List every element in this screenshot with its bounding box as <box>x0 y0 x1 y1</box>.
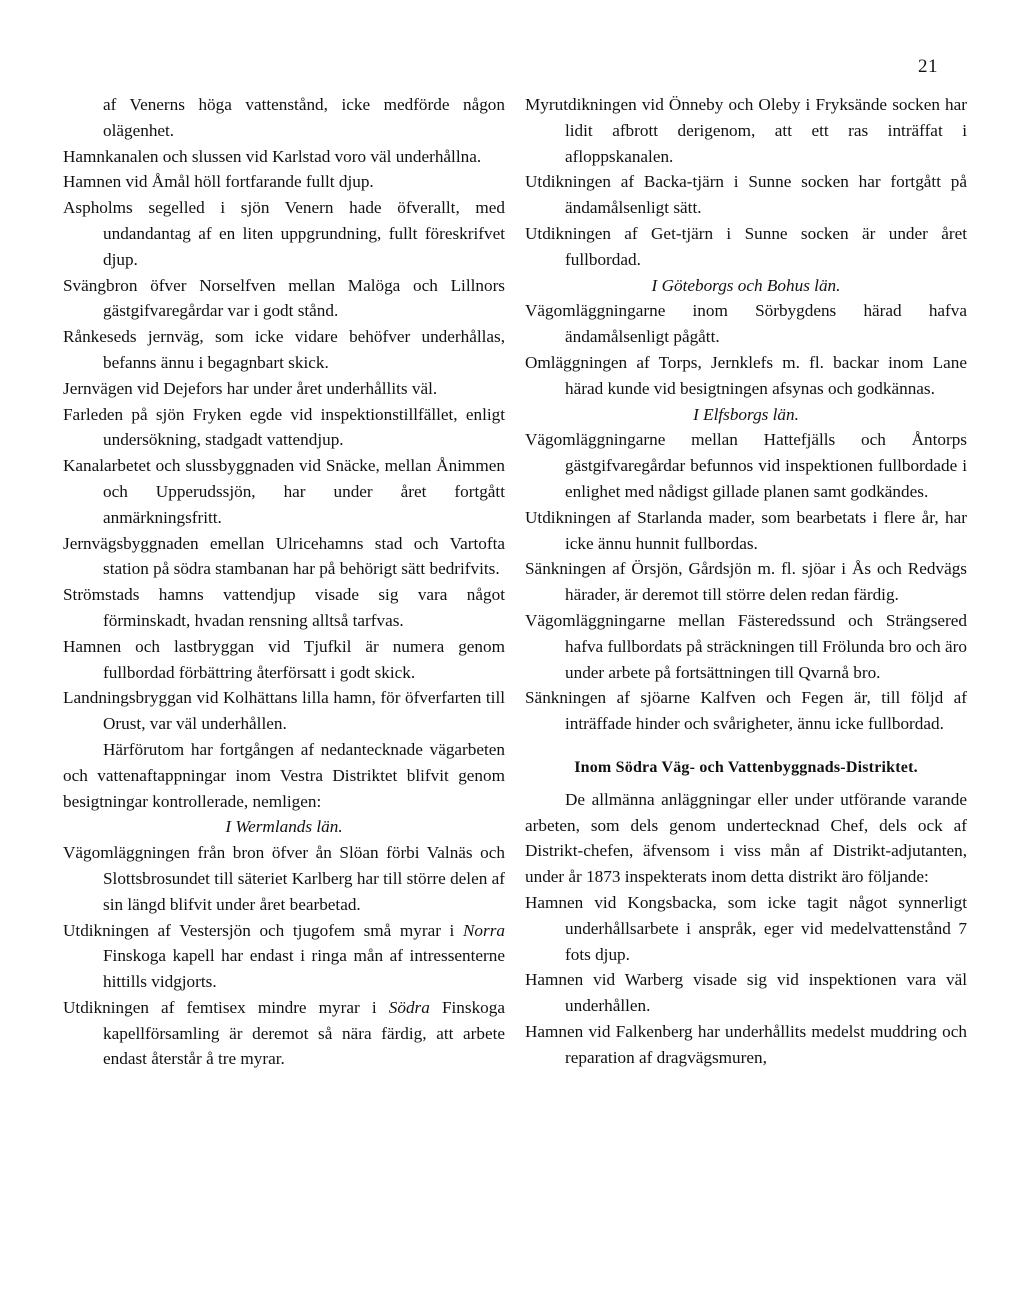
paragraph: Jernvägen vid Dejefors har under året underhållits väl. <box>63 378 438 398</box>
text-run: Utdikningen af femtisex mindre myrar i <box>63 997 389 1017</box>
paragraph: Farleden på sjön Fryken egde vid inspektionstillfället, enligt undersökning, stadgadt vattendjup. <box>63 404 505 450</box>
paragraph: Sänkningen af Örsjön, Gårdsjön m. fl. sjöar i Ås och Redvägs härader, är deremot till större delen redan färdig. <box>525 559 967 605</box>
paragraph: Hamnen vid Kongsbacka, som icke tagit något synnerligt underhållsarbete i anspråk, eger vid medelvattenstånd 7 fots djup. <box>525 892 967 964</box>
paragraph <box>63 918 505 995</box>
paragraph: Sänkningen af sjöarne Kalfven och Fegen är, till följd af inträffade hinder och svårigheter, ännu icke fullbordad. <box>525 688 967 734</box>
paragraph: Landningsbryggan vid Kolhättans lilla hamn, för öfverfarten till Orust, var väl underhållen. <box>63 688 505 734</box>
paragraph: Svängbron öfver Norselfven mellan Malöga och Lillnors gästgifvaregårdar var i godt stånd. <box>63 275 505 321</box>
paragraph: Vägomläggningarne mellan Hattefjälls och Åntorps gästgifvaregårdar befunnos vid inspektionen fullbordade i enlighet med nådigst gillade planen samt godkändes. <box>525 430 967 501</box>
right-column <box>525 92 967 1070</box>
paragraph <box>63 995 505 1072</box>
paragraph: Hamnen vid Falkenberg har underhållits medelst muddring och reparation af dragvägsmuren, <box>525 1021 967 1067</box>
text-run: Finskoga kapellförsamling är deremot så nära färdig, att arbete endast återstår å tre myrar. <box>103 997 506 1069</box>
paragraph: Kanalarbetet och slussbyggnaden vid Snäcke, mellan Ånimmen och Upperudssjön, har under året fortgått anmärkningsfritt. <box>63 456 505 527</box>
paragraph: Rånkeseds jernväg, som icke vidare behöfver underhållas, befanns ännu i begagnbart skick. <box>63 327 505 372</box>
page-number: 21 <box>918 56 938 77</box>
paragraph: Vägomläggningarne inom Sörbygdens härad hafva ändamålsenligt pågått. <box>525 301 967 347</box>
paragraph: Hamnen vid Åmål höll fortfarande fullt djup. <box>63 172 374 192</box>
paragraph: Utdikningen af Get-tjärn i Sunne socken är under året fullbordad. <box>525 223 967 269</box>
paragraph: De allmänna anläggningar eller under utförande varande arbeten, som dels genom undertecknad Chef, dels ock af Distrikt-chefen, äfvensom i viss mån af Distrikt-adjutanten, under år 1873 inspekterats inom detta distrikt äro följande: <box>525 789 967 887</box>
paragraph: Utdikningen af Backa-tjärn i Sunne socken har fortgått på ändamålsenligt sätt. <box>525 172 967 218</box>
italic-text: Södra <box>388 997 430 1017</box>
section-heading: I Wermlands län. <box>225 817 343 837</box>
section-heading: I Göteborgs och Bohus län. <box>651 275 841 295</box>
paragraph: Hamnen och lastbryggan vid Tjufkil är numera genom fullbordad förbättring återförsatt i godt skick. <box>63 636 505 682</box>
paragraph: Jernvägsbyggnaden emellan Ulricehamns stad och Vartofta station på södra stambanan har på behörigt sätt bedrifvits. <box>63 533 505 579</box>
section-heading: I Elfsborgs län. <box>693 404 799 424</box>
paragraph: Omläggningen af Torps, Jernklefs m. fl. backar inom Lane härad kunde vid besigtningen afsynas och godkännas. <box>525 352 967 398</box>
district-heading: Inom Södra Väg- och Vattenbyggnads-Distriktet. <box>574 758 918 776</box>
paragraph: Vägomläggningen från bron öfver ån Slöan förbi Valnäs och Slottsbrosundet till säteriet Karlberg har till större delen af sin längd blifvit under året bearbetad. <box>63 843 505 914</box>
paragraph: af Venerns höga vattenstånd, icke medförde någon olägenhet. <box>103 95 505 140</box>
paragraph: Myrutdikningen vid Önneby och Oleby i Fryksände socken har lidit afbrott derigenom, att ett ras inträffat i afloppskanalen. <box>525 95 967 166</box>
paragraph: Härförutom har fortgången af nedantecknade vägarbeten och vattenaftappningar inom Vestra Distriktet blifvit genom besigtningar kontrollerade, nemligen: <box>63 739 505 811</box>
paragraph: Vägomläggningarne mellan Fästeredssund och Strängsered hafva fullbordats på sträckningen till Frölunda bro och äro under arbete på fortsättningen till Qvarnå bro. <box>525 610 967 682</box>
paragraph: Utdikningen af Starlanda mader, som bearbetats i flere år, har icke ännu hunnit fullbordas. <box>525 507 967 553</box>
paragraph: Hamnen vid Warberg visade sig vid inspektionen vara väl underhållen. <box>525 970 967 1016</box>
left-column <box>63 92 505 1072</box>
text-run: Finskoga kapell har endast i ringa mån af intressenterne hittills vidgjorts. <box>103 946 505 992</box>
paragraph: Hamnkanalen och slussen vid Karlstad voro väl underhållna. <box>63 146 482 166</box>
paragraph: Aspholms segelled i sjön Venern hade öfverallt, med undandantag af en liten uppgrundning, fullt föreskrifvet djup. <box>63 198 505 269</box>
italic-text: Norra <box>462 920 505 940</box>
paragraph: Strömstads hamns vattendjup visade sig vara något förminskadt, hvadan rensning alltså tarfvas. <box>63 585 505 630</box>
text-run: Utdikningen af Vestersjön och tjugofem små myrar i <box>63 920 463 940</box>
